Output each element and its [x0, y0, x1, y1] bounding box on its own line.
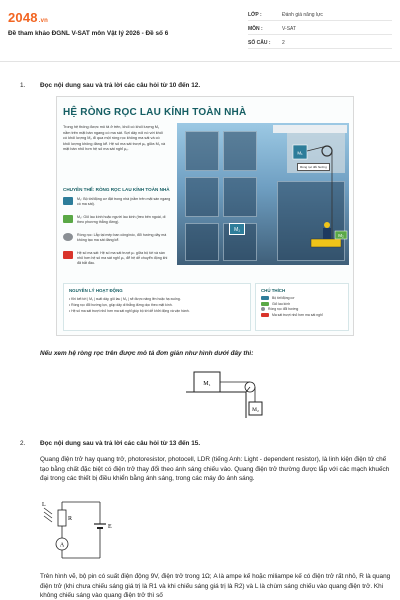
legend-text: M₂: Giỏ lau kính hoặc người lau kính (treo bên ngoài, di theo phương thẳng đứng).: [77, 215, 166, 224]
note-text: Giỏ lau kính: [272, 301, 291, 306]
infographic-section-title: CHUYÊN THỂ: RÒNG RỌC LAU KÍNH TOÀN NHÀ: [63, 187, 170, 192]
infographic-intro: Trong hệ thống được mô tả ở trên, khối có khối lượng M₁ nằm trên mặt bàn ngang có ma sát. Sợi dây nối nó với khối có khối lượng M₂ đi qua một ròng rọc không ma sát và có khối lượng không đáng kể. Hệ số ma sát trượt μₖ giữa M₁ và mặt bàn nhỏ hơn hệ số ma sát nghỉ μₛ.: [63, 125, 166, 152]
worker-body: [323, 228, 331, 239]
note-item: [261, 296, 343, 300]
legend-text: Ròng rọc: Lắp tại mép ban công/nóc, đổi hướng dây mà không tạo ma sát đáng kể.: [77, 233, 167, 242]
note-text: Ma sát trượt nhỏ hơn ma sát nghỉ: [272, 312, 323, 317]
question-number: 2.: [20, 440, 26, 447]
question-prompt: Đọc nội dung sau và trả lời các câu hỏi từ 10 đến 12.: [40, 82, 201, 89]
note-swatch: [261, 296, 269, 300]
meta-value: V-SAT: [282, 25, 297, 32]
note-item: [261, 313, 343, 317]
pulley-note-icon: [261, 307, 265, 311]
ammeter-label: A: [59, 542, 65, 549]
infographic-title: HỆ RÒNG RỌC LAU KÍNH TOÀN NHÀ: [63, 107, 247, 118]
pulley-infographic: [56, 96, 354, 336]
legend-swatch: [63, 197, 73, 205]
meta-row-class: [248, 9, 392, 21]
document-title: Đề tham khảo ĐGNL V-SAT môn Vật lý 2026 - Đề số 6: [8, 30, 169, 37]
pulley-legend-icon: [63, 233, 73, 241]
legend-swatch: [63, 215, 73, 223]
logo-suffix: .vn: [38, 18, 49, 24]
balcony-slab: [273, 125, 347, 133]
resistor-label: R: [68, 516, 73, 522]
note-text: Ròng rọc đổi hướng: [268, 307, 299, 311]
notes-box: [255, 283, 349, 331]
light-label: L: [42, 502, 46, 508]
photoresistor: [58, 510, 66, 526]
question-prompt: Đọc nội dung sau và trả lời các câu hỏi từ 13 đến 15.: [40, 440, 201, 447]
legend-item-friction: [63, 251, 171, 265]
meta-label: MÔN :: [248, 25, 263, 32]
legend-item-m1: [63, 197, 171, 207]
diagram-prompt: Nếu xem hệ ròng rọc trên được mô tả đơn giản như hình dưới đây thì:: [40, 350, 254, 357]
block-m2-label: M₂: [252, 407, 259, 413]
paragraph: Trên hình vẽ, bộ pin có suất điện động 9V, điện trở trong 1Ω; A là ampe kế hoặc miliampe kế có điện trở rất nhỏ, R là quang điện trở (khi chưa chiếu sáng giá trị là R1 và khi chiếu sáng giá trị là R2) và L là chùm sáng chiếu vào quang điện trở. Khi không chiếu sáng vào quang điện trở thì số: [40, 573, 391, 600]
legend-text: Hệ số ma sát: Hệ số ma sát trượt μₖ giữa bộ tời và sàn nhỏ hơn hệ số ma sát nghỉ μₛ, để hệ dễ chuyển động khi đã bắt đầu.: [77, 251, 168, 265]
paragraph: Quang điện trở hay quang trở, photoresistor, photocell, LDR (tiếng Anh: Light - dependent resistor), là linh kiện điện tử chế tạo bằng chất đặc biệt có điện trở thay đổi theo ánh sáng chiếu vào. Quang điện trở thường được lắp với các mạch khuếch đại trong các thiết bị điều khiển bằng ánh sáng, trong các máy đo ánh sáng.: [40, 456, 390, 483]
worker-helmet-icon: [324, 222, 330, 228]
block-m1-label: M₁: [203, 381, 211, 387]
question-number: 1.: [20, 82, 26, 89]
site-logo[interactable]: [8, 10, 48, 25]
notes-title: CHÚ THÍCH: [261, 288, 286, 293]
principle-line: • Hệ số ma sát trượt nhỏ hơn ma sát nghỉ giúp bộ tời dễ khởi động và vận hành.: [69, 309, 190, 313]
legend-text: M₁: Bộ tời/động cơ đặt trong nhà (nằm trên mặt sàn ngang có ma sát).: [77, 197, 171, 206]
meta-label: LỚP :: [248, 11, 262, 18]
photo-label-m1: M₁: [229, 223, 245, 235]
note-item: [261, 307, 343, 311]
winch-label: M₁: [297, 150, 303, 156]
basket-label: M₂: [338, 233, 344, 238]
document-meta: [248, 9, 392, 51]
meta-row-subject: [248, 23, 392, 35]
note-swatch: [261, 313, 269, 317]
building-photo: [177, 123, 349, 265]
cleaning-basket: [311, 239, 341, 247]
ldr-circuit-diagram: [38, 498, 118, 564]
principle-line: • Ròng rọc đổi hướng lực, giúp dây di thẳng đứng dọc theo mặt kính.: [69, 303, 173, 307]
meta-label: SỐ CÂU :: [248, 39, 271, 46]
note-text: Bộ tời/động cơ: [272, 296, 295, 300]
legend-swatch: [63, 251, 73, 259]
meta-row-count: [248, 37, 392, 49]
legend-item-m2: [63, 215, 171, 225]
legend-item-pulley: [63, 233, 171, 243]
pulley-sign: Ròng rọc đổi hướng: [297, 163, 330, 171]
battery-label: E: [108, 524, 112, 530]
page-header: [0, 0, 400, 62]
meta-value: 2: [282, 39, 285, 46]
pulley-diagram: [180, 366, 270, 418]
pulley-rope-illustration: [177, 123, 349, 265]
note-item: [261, 302, 343, 306]
note-swatch: [261, 302, 269, 306]
principle-title: NGUYÊN LÝ HOẠT ĐỘNG: [69, 288, 123, 293]
meta-value: Đánh giá năng lực: [282, 11, 323, 18]
principle-line: • Khi kết tời | M₁ | xuất dây, giỏ lau | M₂ | sẽ được nâng lên hoặc hạ xuống.: [69, 297, 181, 301]
logo-text: 2048: [8, 10, 38, 25]
principle-box: [63, 283, 251, 331]
